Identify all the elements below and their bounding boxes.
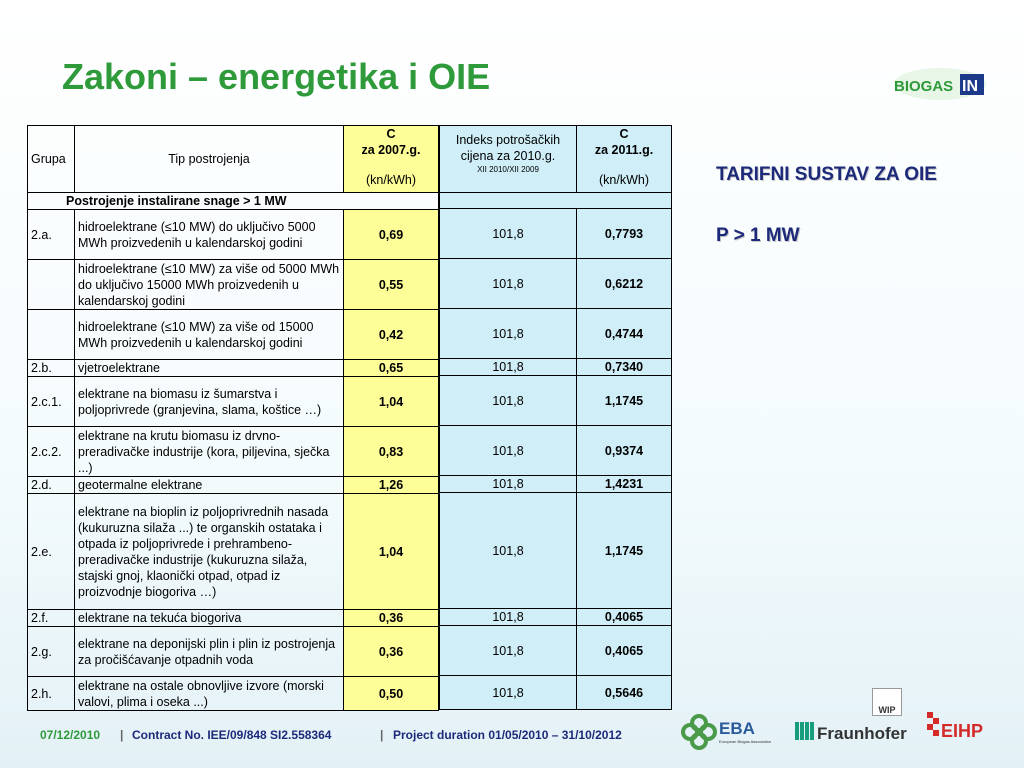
grupa-cell: 2.c.1. [28,377,75,427]
side-heading-power: P > 1 MW [716,225,800,246]
right-table-body [440,209,672,710]
table-row [28,494,439,610]
header-tip: Tip postrojenja [75,126,344,193]
header-c2011-year: za 2011.g. [594,143,654,157]
svg-text:BIOGAS: BIOGAS [894,78,954,95]
header-index-line2: cijena za 2010.g. [460,149,556,163]
c2007-cell: 0,36 [344,627,439,677]
tariff-table-right [439,125,672,710]
table-row [28,210,439,260]
c2011-cell: 0,7340 [577,359,672,376]
tip-cell: elektrane na biomasu iz šumarstva i poljoprivrede (granjevina, slama, koštice …) [75,377,344,427]
index-cell: 101,8 [440,209,577,259]
c2007-cell: 1,04 [344,377,439,427]
table-row [28,260,439,310]
c2007-cell: 0,83 [344,427,439,477]
eba-logo [679,712,791,752]
grupa-cell: 2.e. [28,494,75,610]
index-cell: 101,8 [440,609,577,626]
eihp-logo [925,710,995,744]
footer-project-duration: Project duration 01/05/2010 – 31/10/2012 [393,728,622,742]
index-cell: 101,8 [440,493,577,609]
header-c2011-c: C [619,127,629,141]
table-row [440,476,672,493]
table-row [28,477,439,494]
header-index-line1: Indeks potrošačkih [455,133,561,147]
table-row [440,309,672,359]
biogasin-logo [892,66,988,102]
c2011-cell: 1,1745 [577,376,672,426]
table-row [28,360,439,377]
tariff-table-left [27,125,439,711]
c2007-cell: 0,36 [344,610,439,627]
c2011-cell: 0,9374 [577,426,672,476]
c2011-cell: 0,7793 [577,209,672,259]
section-row-right [440,193,672,209]
c2007-cell: 0,69 [344,210,439,260]
tip-cell: elektrane na bioplin iz poljoprivrednih nasada (kukuruzna silaža ...) te organskih ostataka i otpada iz poljoprivrede i prehrambeno-preradivačke industrije (kukuruzna silaža, stajski gnoj, klaonički otpad, otpad iz proizvodnje biogoriva …) [75,494,344,610]
c2011-cell: 0,4065 [577,626,672,676]
tip-cell: hidroelektrane (≤10 MW) do uključivo 5000 MWh proizvedenih u kalendarskoj godini [75,210,344,260]
section-row: Postrojenje instalirane snage > 1 MW [28,193,439,210]
svg-text:EBA: EBA [719,719,755,738]
table-row [28,627,439,677]
c2007-cell: 0,42 [344,310,439,360]
table-row [28,310,439,360]
c2011-cell: 0,6212 [577,259,672,309]
footer-separator: | [380,728,384,742]
table-row [440,259,672,309]
svg-text:Fraunhofer: Fraunhofer [817,724,907,743]
index-cell: 101,8 [440,376,577,426]
wip-logo: WIP [872,688,902,716]
index-cell: 101,8 [440,626,577,676]
c2007-cell: 0,65 [344,360,439,377]
c2011-cell: 0,5646 [577,676,672,710]
footer-contract: Contract No. IEE/09/848 SI2.558364 [132,728,332,742]
tip-cell: geotermalne elektrane [75,477,344,494]
tip-cell: elektrane na krutu biomasu iz drvno-preradivačke industrije (kora, piljevina, sječka ...) [75,427,344,477]
grupa-cell [28,310,75,360]
fraunhofer-logo [795,716,915,746]
tip-cell: hidroelektrane (≤10 MW) za više od 5000 MWh do uključivo 15000 MWh proizvedenih u kalendarskoj godini [75,260,344,310]
table-row [28,427,439,477]
header-c2011-unit: (kn/kWh) [599,173,649,187]
c2007-cell: 1,04 [344,494,439,610]
tip-cell: elektrane na ostale obnovljive izvore (morski valovi, plima i oseka ...) [75,677,344,711]
grupa-cell: 2.b. [28,360,75,377]
header-c2007-year: za 2007.g. [361,143,421,157]
index-cell: 101,8 [440,426,577,476]
tip-cell: elektrane na tekuća biogoriva [75,610,344,627]
c2007-cell: 0,55 [344,260,439,310]
c2011-cell: 1,4231 [577,476,672,493]
header-c2007-unit: (kn/kWh) [366,173,416,187]
grupa-cell: 2.c.2. [28,427,75,477]
table-row [440,359,672,376]
grupa-cell: 2.d. [28,477,75,494]
c2007-cell: 0,50 [344,677,439,711]
index-cell: 101,8 [440,259,577,309]
table-row [440,676,672,710]
svg-text:EIHP: EIHP [941,721,984,741]
tip-cell: hidroelektrane (≤10 MW) za više od 15000 MWh proizvedenih u kalendarskoj godini [75,310,344,360]
header-c2007-c: C [386,127,396,141]
index-cell: 101,8 [440,309,577,359]
table-row [440,609,672,626]
header-c2011 [577,126,672,193]
header-index-small: XII 2010/XII 2009 [477,165,539,174]
header-c2007 [344,126,439,193]
footer-date: 07/12/2010 [40,728,101,742]
grupa-cell: 2.f. [28,610,75,627]
table-row [440,376,672,426]
table-row [440,209,672,259]
table-row [440,626,672,676]
grupa-cell: 2.g. [28,627,75,677]
grupa-cell: 2.a. [28,210,75,260]
c2011-cell: 0,4065 [577,609,672,626]
footer-separator: | [120,728,124,742]
c2011-cell: 0,4744 [577,309,672,359]
grupa-cell: 2.h. [28,677,75,711]
header-index [440,126,577,193]
table-row [28,610,439,627]
table-row [440,493,672,609]
table-row [28,677,439,711]
table-row [28,377,439,427]
table-row [440,426,672,476]
index-cell: 101,8 [440,359,577,376]
left-table-body [28,210,439,711]
index-cell: 101,8 [440,476,577,493]
tip-cell: elektrane na deponijski plin i plin iz postrojenja za pročišćavanje otpadnih voda [75,627,344,677]
grupa-cell [28,260,75,310]
svg-text:European Biogas Association: European Biogas Association [719,739,772,744]
c2007-cell: 1,26 [344,477,439,494]
slide-title: Zakoni – energetika i OIE [62,56,491,97]
side-heading-tarifni: TARIFNI SUSTAV ZA OIE [716,164,937,185]
c2011-cell: 1,1745 [577,493,672,609]
header-grupa: Grupa [28,126,75,193]
svg-text:IN: IN [962,78,978,95]
tip-cell: vjetroelektrane [75,360,344,377]
index-cell: 101,8 [440,676,577,710]
